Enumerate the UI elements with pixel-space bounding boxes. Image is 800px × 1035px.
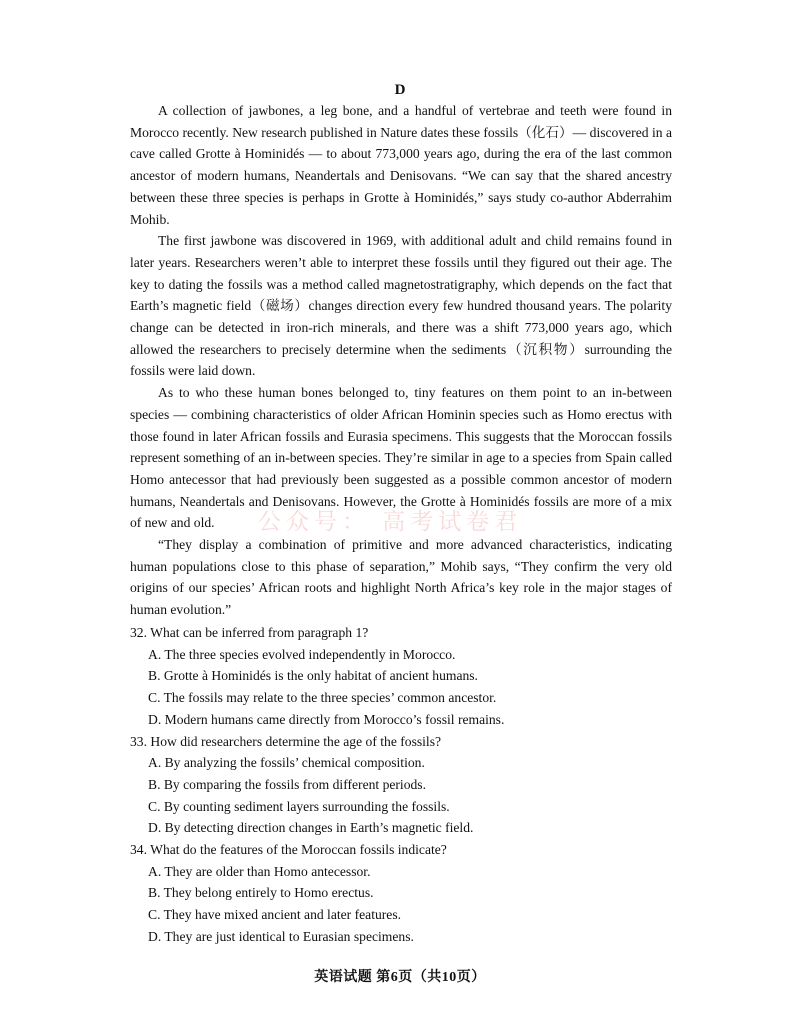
question-33 — [130, 731, 690, 840]
question-list — [130, 622, 690, 948]
watermark: 公众号： 高考试卷君 — [258, 509, 523, 535]
option-c: C. The fossils may relate to the three species’ common ancestor. — [148, 690, 497, 706]
question-stem: 32. What can be inferred from paragraph 1? — [130, 625, 369, 640]
passage-paragraph-4: “They display a combination of primitive and more advanced characteristics, indicating human populations close to this phase of separation,” Mohib says, “They confirm the very old origins of our species’ African roots and highlight North Africa’s key role in the major stages of human evolution.” — [130, 537, 672, 618]
question-32 — [130, 622, 690, 731]
question-stem: 33. How did researchers determine the age of the fossils? — [130, 733, 442, 749]
option-c: C. They have mixed ancient and later features. — [148, 907, 402, 923]
option-b: B. Grotte à Hominidés is the only habitat of ancient humans. — [148, 668, 478, 684]
option-a: A. By analyzing the fossils’ chemical composition. — [148, 755, 425, 771]
option-d: D. By detecting direction changes in Earth’s magnetic field. — [148, 820, 474, 836]
page-footer: 英语试题 第6页（共10页） — [314, 970, 486, 985]
option-a: A. They are older than Homo antecessor. — [148, 863, 371, 879]
passage-paragraph-2: The first jawbone was discovered in 1969, with additional adult and child remains found in later years. Researchers weren’t able to interpret these fossils until they figured out their age. The key to dating the fossils was a method called magnetostratigraphy, which depends on the fact that Earth’s magnetic field（磁场）changes direction every few hundred thousand years. The polarity change can be detected in iron-rich minerals, and there was a shift 773,000 years ago, which allowed the researchers to precisely determine when the sediments（沉积物）surrounding the fossils were laid down. — [130, 233, 672, 379]
section-heading: D — [394, 82, 406, 98]
option-a: A. The three species evolved independently in Morocco. — [148, 646, 456, 662]
option-b: B. They belong entirely to Homo erectus. — [148, 885, 374, 901]
question-34 — [130, 839, 690, 948]
option-d: D. They are just identical to Eurasian specimens. — [148, 928, 414, 944]
option-d: D. Modern humans came directly from Morocco’s fossil remains. — [148, 711, 505, 727]
passage-paragraph-1: A collection of jawbones, a leg bone, and a handful of vertebrae and teeth were found in Morocco recently. New research published in Nature dates these fossils（化石）— discovered in a cave called Grotte à Hominidés — to about 773,000 years ago, during the era of the last common ancestor of modern humans, Neandertals and Denisovans. “We can say that the shared ancestry between these three species is perhaps in Grotte à Hominidés,” says study co-author Abderrahim Mohib. — [130, 103, 672, 227]
option-b: B. By comparing the fossils from different periods. — [148, 776, 426, 792]
passage-paragraph-3: As to who these human bones belonged to, tiny features on them point to an in-between species — combining characteristics of older African Hominin species such as Homo erectus with those found in later African fossils and Eurasia specimens. This suggests that the Moroccan fossils represent something of an in-between species. They’re similar in age to a species from Spain called Homo antecessor that had previously been suggested as a possible common ancestor of modern humans, Neandertals and Denisovans. However, the Grotte à Hominidés fossils are more of a mix of new and old. — [130, 385, 672, 531]
option-c: C. By counting sediment layers surrounding the fossils. — [148, 798, 450, 814]
reading-passage — [130, 100, 672, 621]
question-stem: 34. What do the features of the Moroccan fossils indicate? — [130, 842, 447, 858]
